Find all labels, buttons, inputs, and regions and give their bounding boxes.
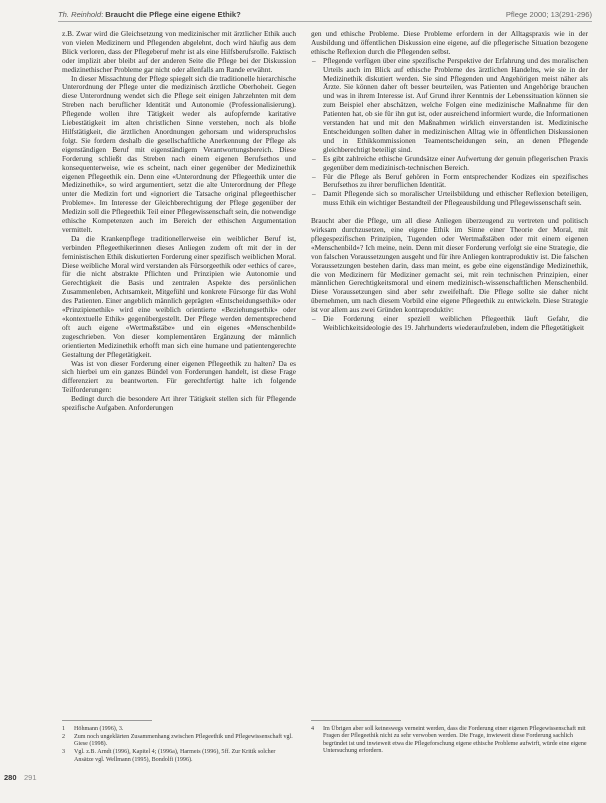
right-column	[311, 30, 588, 333]
footnotes-left	[62, 726, 296, 765]
list-item: – Pflegende verfügen über eine spezifische Perspektive der Erfahrung und des moralischen Urteils auch im Blick auf ethische Probleme des ärztlichen Handelns, wie sie in der Medizinethik diskutiert werden. Sie sind Pflegenden und Angehörigen meist näher als Ärzte. Sie können daher oft besser beurteilen, was Patienten und Angehörige brauchen und was in ihrem Interesse ist. Auf Grund ihrer Kenntnis der Lebenssituation können sie zum Beispiel eher abschätzen, welche Folgen eine medizinische Maßnahme für den Patienten hat, ob sie für ihn gut ist, oder ausreichend informiert wurde, die Informationen verstanden hat und mit den Maßnahmen wirklich einverstanden ist. Medizinische Entscheidungen sollten daher in medizinischen Alltag wie in öffentlichen Diskussionen und in Ethikkommissionen Teamentscheidungen sein, an denen Pflegende gleichberechtigt beteiligt sind.	[311, 57, 588, 155]
paragraph: In dieser Missachtung der Pflege spiegelt sich die traditionelle hierarchische Unterordnung der Pflege unter die medizinisch ärztliche Oberhoheit. Gegen diese Unterordnung wendet sich die Pflege seit einigen Jahrzehnten mit dem Streben nach beruflicher Identität und Autonomie (Professionalisierung). Pflegende wollen ihre Tätigkeit weder als aufopfernde karitative Liebestätigkeit im alten christlichen Sinne verstehen, noch als bloße Hilfstätigkeit, die ärztlichen Anordnungen gehorsam und widerspruchslos folgt. Sie fordern deshalb die gesellschaftliche Anerkennung der Pflege als eigenständigen Beruf mit eigenständigem Verantwortungsbereich. Diese Forderung schließt das Streben nach einem eigenen Berufsethos und konsequenterweise, wie es scheint, nach einer gegenüber der Medizinethik eigenen Pflegeethik ein. Denn eine «Unterordnung der Pflegeethik unter die Medizinethik», so wird argumentiert, setzt die alte Unterordnung der Pflege unter die Medizin fort und «ignoriert die Tatsache original pflegeethischer Probleme». Im Interesse der Gleichberechtigung der Pflege gegenüber der Medizin soll die Pflegeethik Teil einer Pflegewissenschaft sein, die notwendige ethische Kompetenzen auch im Bereich der ethischen Argumentation vermittelt.	[62, 73, 296, 234]
header-rule	[58, 21, 592, 22]
footnote-text: Höhmann (1996), 3.	[74, 726, 124, 732]
header-title: Braucht die Pflege eine eigene Ethik?	[105, 10, 241, 19]
running-header	[58, 8, 592, 22]
footnote-number: 2	[62, 734, 66, 740]
paragraph: Was ist von dieser Forderung einer eigenen Pflegeethik zu halten? Da es sich hierbei um ein ganzes Bündel von Forderungen handelt, ist diese Frage differenziert zu beantworten. Für gerechtfertigt halte ich folgende Teilforderungen:	[62, 358, 296, 395]
footnote-rule	[311, 720, 401, 721]
paragraph: gen und ethische Probleme. Diese Probleme erfordern in der Alltagspraxis wie in der Ausbildung und öffentlichen Diskussion eine eigene, auf die pflegerische Situation bezogene ethische Reflexion durch die Pflegenden selbst.	[311, 29, 588, 56]
paragraph: z.B. Zwar wird die Gleichsetzung von medizinischer mit ärztlicher Ethik auch von vielen Medizinern und Pflegenden abgelehnt, doch wird häufig aus dem Blick verloren, dass der Pflegeberuf mehr ist als eine Hilfsberufsrolle. Faktisch oder implizit aber bleibt auf der anderen Seite die Pflege bei der Diskussion medizinethischer Probleme gar nicht oder allenfalls am Rande erwähnt.	[62, 29, 296, 74]
page-number: 291	[24, 773, 37, 782]
footnote-number: 3	[62, 749, 66, 756]
left-column	[62, 30, 296, 413]
footnotes-right	[311, 726, 588, 756]
footnote	[62, 734, 296, 749]
footnote	[311, 726, 588, 756]
header-journal: Pflege 2000; 13(291-296)	[505, 10, 592, 19]
paragraph: Braucht aber die Pflege, um all diese Anliegen überzeugend zu vertreten und politisch wirksam durchzusetzen, eine eigene Ethik im Sinne einer Theorie der Moral, mit pflegespezifischen Prinzipien, Tugenden oder Wertmaßstäben oder mit einem eigenen «Menschenbild»? Ich meine, nein. Denn mit dieser Forderung verfolgt sie eine Strategie, die von falschen Voraussetzungen ausgeht und für ihre Anliegen kontraproduktiv ist. Die falschen Voraussetzungen bestehen darin, dass man meint, es gebe eine eigenständige Medizinethik, die von Medizinern für Mediziner gemacht sei, mit rein technischen Prinzipien, einer männlichen Gerechtigkeitsmoral und einem medizinisch-wissenschaftlichen Menschenbild. Diese Voraussetzungen sind aber sehr zweifelhaft. Die Pflege sollte sie daher nicht übernehmen, um nach diesem Vorbild eine eigene Pflegeethik zu entwickeln. Diese Strategie ist vor allem aus zwei Gründen kontraproduktiv:	[311, 216, 588, 315]
footnote	[62, 726, 296, 733]
bullet-list	[311, 315, 588, 333]
footnote-text: Im Übrigen aber soll keineswegs verneint werden, dass die Forderung einer eigenen Pflegewissenschaft mit Fragen der Pflegeethik nicht zu sehr verwoben werden. Die Frage, inwieweit diese Forderung sachlich begründet ist und inwieweit etwa die Pflegeforschung eigene ethische Probleme aufwirft, würde eine eigene Untersuchung erfordern.	[323, 726, 587, 755]
footnote-text: Zum noch ungeklärten Zusammenhang zwischen Pflegeethik und Pflegewissenschaft vgl. Giese (1998).	[74, 734, 293, 748]
footnote-number: 1	[62, 726, 66, 732]
header-left: Th. Reinhold: Braucht die Pflege eine eigene Ethik?	[58, 10, 241, 19]
list-item: – Für die Pflege als Beruf gehören in Form entsprechender Kodizes ein spezifisches Berufsethos zu ihrer beruflichen Identität.	[311, 173, 588, 191]
footnote-number: 4	[311, 726, 315, 732]
bullet-list	[311, 57, 588, 208]
header-author: Th. Reinhold	[58, 10, 102, 19]
paragraph: Da die Krankenpflege traditionellerweise ein weiblicher Beruf ist, verbinden Pflegeethikerinnen dieses Anliegen zudem oft mit der in der feministischen Ethik diskutierten Forderung einer spezifisch weiblichen Moral. Diese weibliche Moral wird verstanden als Fürsorgeethik oder «ethics of care», für die nicht abstrakte Pflichten und Prinzipien wie Autonomie und Gerechtigkeit die Basis und zentralen Aspekte des persönlichen Zusammenleben, Achtsamkeit, Mitgefühl und konkrete Fürsorge für das Wohl des Patienten. Einer angeblich männlich geprägten «Entscheidungsethik» oder «Prinzipienethik» wird eine weiblich orientierte «Beziehungsethik» oder «kontextuelle Ethik» gegenübergestellt. Der Pflege werden dementsprechend oft auch eigene «Wertmaßstäbe» und ein eigenes «Menschenbild» zugeschrieben. Von dieser komplementären Ergänzung der männlich orientierten Medizinethik erhofft man sich eine humane und patientengerechte Gestaltung der Pflegetätigkeit.	[62, 233, 296, 359]
footnote-text: Vgl. z.B. Arndt (1996), Kapitel 4; (1996a), Harmeis (1996), 5ff. Zur Kritik solcher Ansätze vgl. Wellmann (1995), Bondolfi (1996).	[74, 749, 276, 763]
paragraph: Bedingt durch die besondere Art ihrer Tätigkeit stellen sich für Pflegende spezifische Aufgaben. Anforderungen	[62, 394, 296, 413]
footnote	[62, 749, 296, 764]
footnote-rule	[62, 720, 152, 721]
list-item: – Es gibt zahlreiche ethische Grundsätze einer Aufwertung der genuin pflegerischen Praxis gegenüber dem medizinisch-technischen Bereich.	[311, 155, 588, 173]
page-number: 280	[4, 773, 17, 782]
list-item: – Die Forderung einer speziell weiblichen Pflegeethik läuft Gefahr, die Weiblichkeitsideologie des 19. Jahrhunderts wiederaufzuleben, indem die Pflegetätigkeit	[311, 315, 588, 333]
list-item: – Damit Pflegende sich so moralischer Urteilsbildung und ethischer Reflexion beteiligen, muss Ethik ein wichtiger Bestandteil der Pflegeausbildung und Pflegewissenschaft sein.	[311, 190, 588, 208]
